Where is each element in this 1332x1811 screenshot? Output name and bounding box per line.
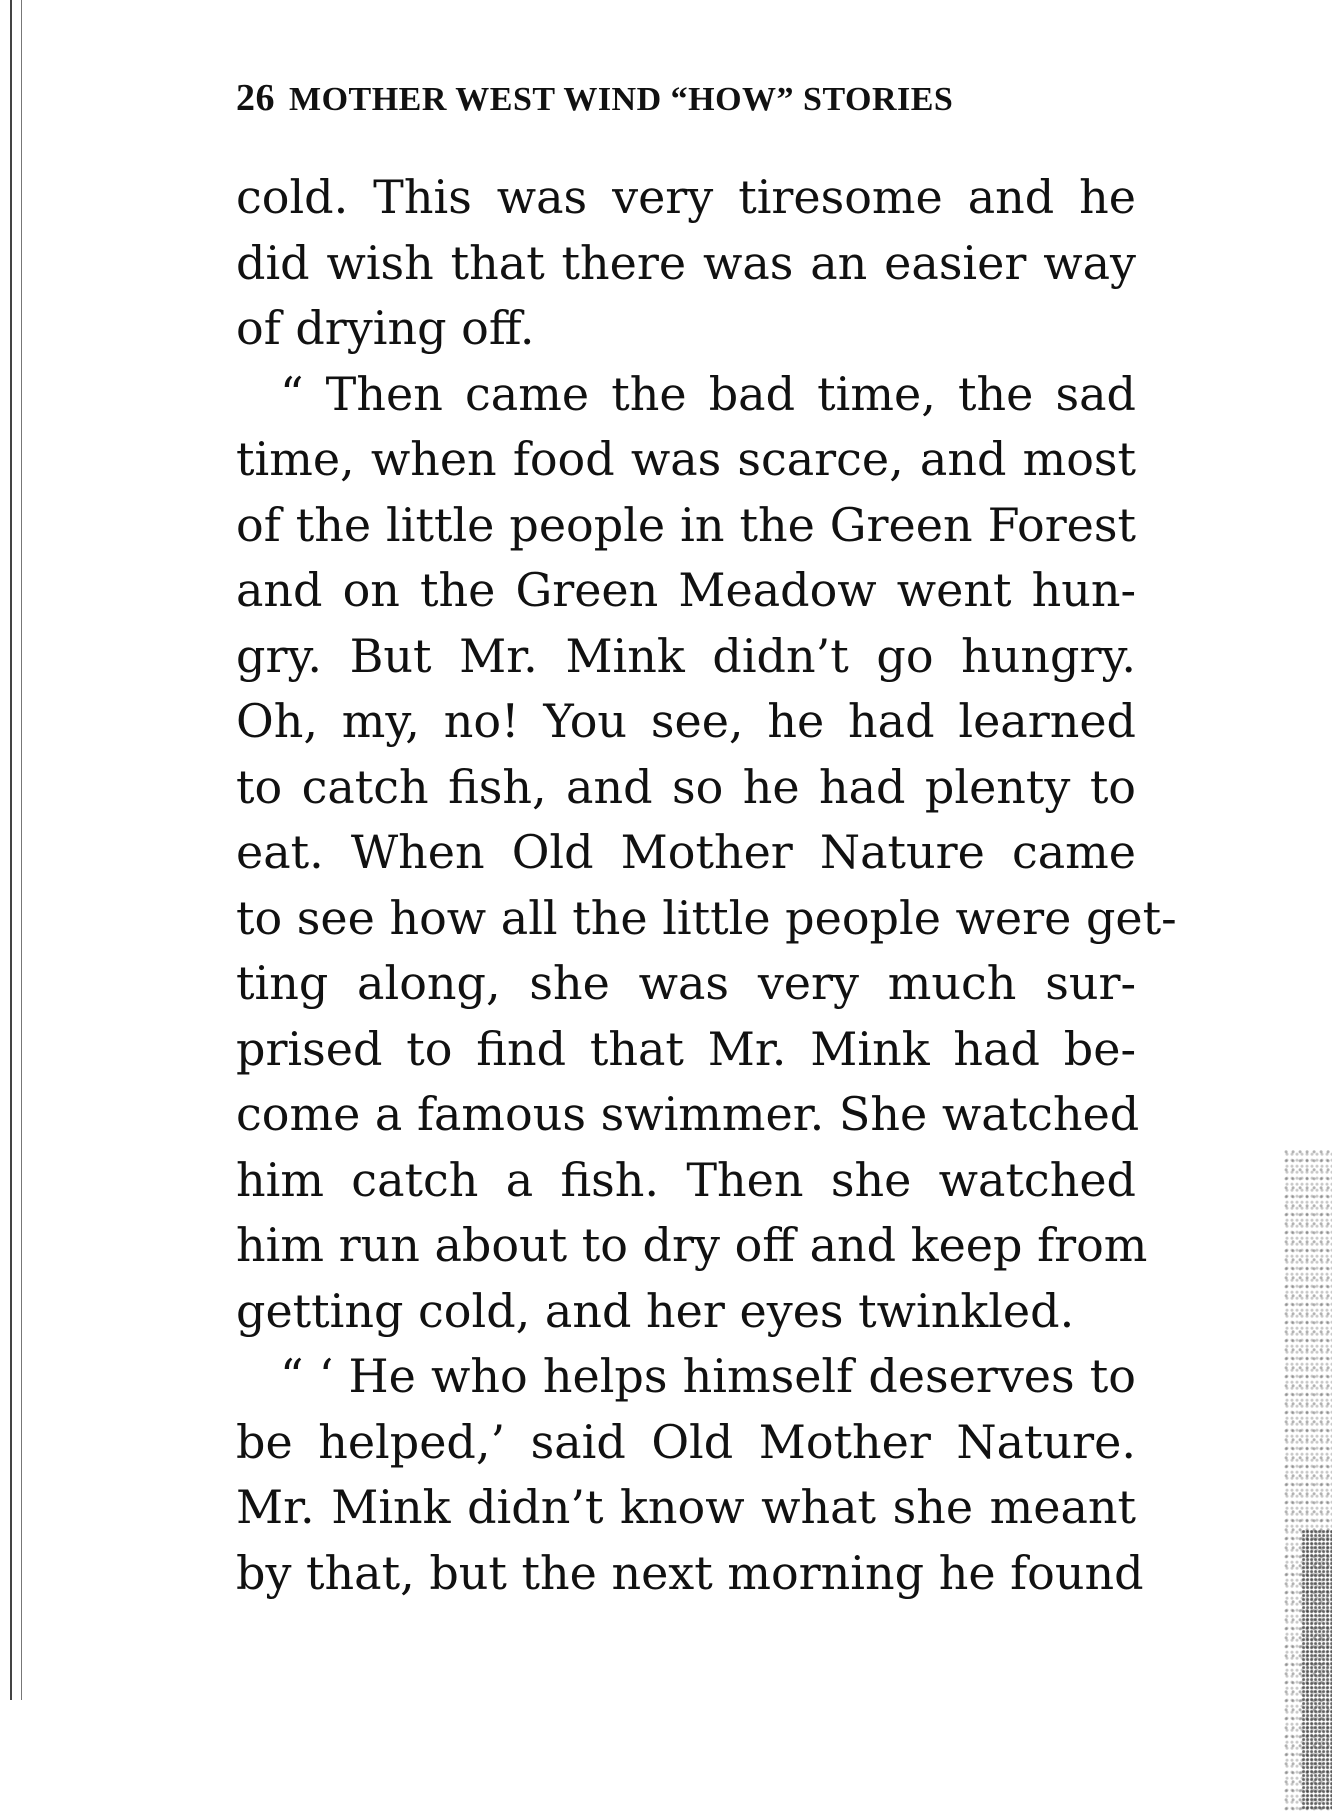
text-line: him run about to dry off and keep from bbox=[236, 1218, 1148, 1272]
book-title: MOTHER WEST WIND “HOW” STORIES bbox=[289, 81, 954, 118]
text-line: Mr. Mink didn’t know what she meant bbox=[236, 1480, 1136, 1534]
text-line: eat. When Old Mother Nature came bbox=[236, 825, 1136, 879]
text-line: him catch a fish. Then she watched bbox=[236, 1152, 1136, 1207]
text-line: ting along, she was very much sur- bbox=[236, 956, 1136, 1010]
binding-edge-line-inner bbox=[21, 0, 22, 1700]
text-line: “ Then came the bad time, the sad bbox=[280, 366, 1136, 421]
text-line: to see how all the little people were get- bbox=[236, 890, 1177, 945]
running-head bbox=[236, 78, 1136, 120]
text-line: to catch fish, and so he had plenty to bbox=[236, 759, 1136, 814]
text-line: and on the Green Meadow went hun- bbox=[236, 563, 1136, 617]
text-line: time, when food was scarce, and most bbox=[236, 432, 1136, 486]
text-line: getting cold, and her eyes twinkled. bbox=[236, 1283, 1075, 1338]
page-number: 26 bbox=[236, 77, 275, 119]
text-line: Oh, my, no! You see, he had learned bbox=[236, 694, 1136, 748]
text-line: cold. This was very tiresome and he bbox=[236, 170, 1136, 224]
text-line: did wish that there was an easier way bbox=[236, 235, 1136, 290]
binding-edge-line bbox=[10, 0, 12, 1700]
text-line: be helped,’ said Old Mother Nature. bbox=[236, 1414, 1136, 1469]
text-line: “ ‘ He who helps himself deserves to bbox=[280, 1349, 1136, 1403]
text-line: by that, but the next morning he found bbox=[236, 1545, 1144, 1600]
text-line: of drying off. bbox=[236, 301, 535, 355]
scan-edge-noise bbox=[1284, 1150, 1332, 1811]
text-line: of the little people in the Green Forest bbox=[236, 497, 1136, 552]
text-line: prised to find that Mr. Mink had be- bbox=[236, 1021, 1136, 1076]
text-line: gry. But Mr. Mink didn’t go hungry. bbox=[236, 628, 1136, 683]
text-line: come a famous swimmer. She watched bbox=[236, 1087, 1140, 1141]
page-body bbox=[236, 165, 1177, 1606]
